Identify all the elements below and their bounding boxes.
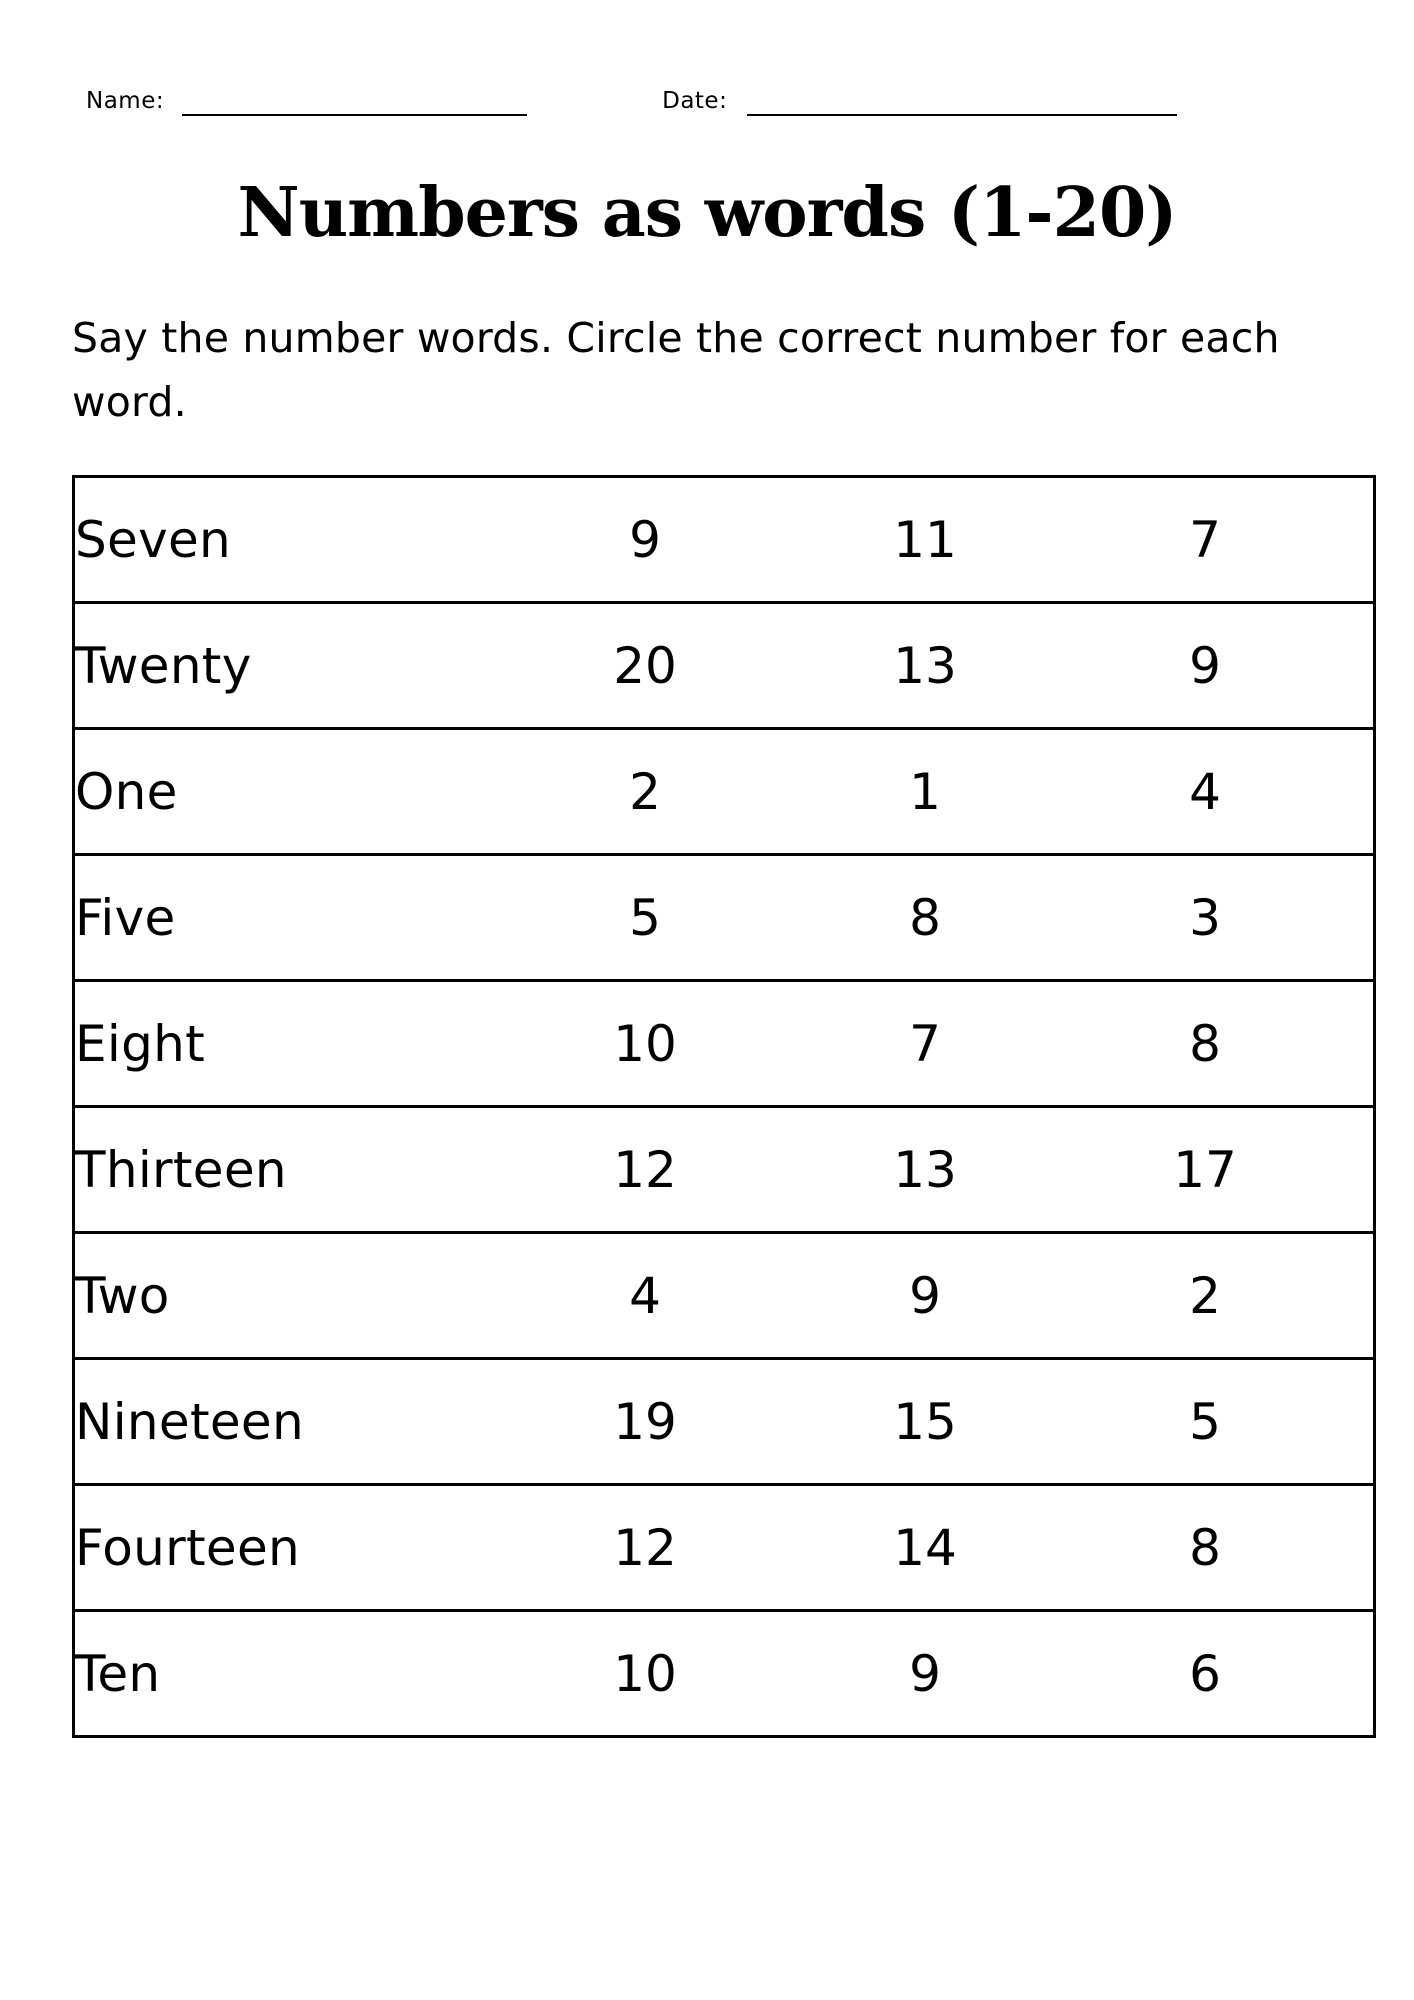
option-cell[interactable]: 5 — [505, 855, 785, 981]
word-cell: Thirteen — [74, 1107, 506, 1233]
word-cell: Eight — [74, 981, 506, 1107]
option-cell[interactable]: 6 — [1189, 1644, 1221, 1703]
option-cell[interactable]: 2 — [505, 729, 785, 855]
instructions-text: Say the number words. Circle the correct number for each word. — [72, 314, 1280, 426]
table-body — [74, 477, 1375, 1737]
option-cell[interactable]: 8 — [1065, 1485, 1375, 1611]
date-label: Date: — [662, 88, 728, 114]
page-title: Numbers as words (1-20) — [237, 173, 1177, 253]
word-cell: Five — [74, 855, 506, 981]
table-row — [74, 1107, 1375, 1233]
table-row — [74, 1359, 1375, 1485]
name-label: Name: — [86, 88, 165, 114]
option-cell[interactable]: 4 — [1065, 729, 1375, 855]
option-cell[interactable]: 5 — [1065, 1359, 1375, 1485]
option-cell[interactable]: 9 — [909, 1644, 941, 1703]
option-cell[interactable]: 7 — [1065, 477, 1375, 603]
option-cell[interactable]: 3 — [1065, 855, 1375, 981]
option-cell[interactable]: 7 — [785, 981, 1065, 1107]
table-row — [74, 603, 1375, 729]
word-cell: Nineteen — [74, 1359, 506, 1485]
table-row — [74, 1233, 1375, 1359]
option-cell[interactable]: 2 — [1065, 1233, 1375, 1359]
option-cell[interactable]: 13 — [785, 603, 1065, 729]
name-input-line[interactable] — [182, 88, 527, 116]
word-cell: Seven — [74, 477, 506, 603]
option-cell[interactable]: 20 — [505, 603, 785, 729]
option-cell[interactable]: 14 — [785, 1485, 1065, 1611]
word-cell: Twenty — [74, 603, 506, 729]
option-cell[interactable]: 8 — [785, 855, 1065, 981]
option-cell[interactable]: 4 — [505, 1233, 785, 1359]
option-cell[interactable]: 1 — [785, 729, 1065, 855]
word-cell: Two — [74, 1233, 506, 1359]
option-cell[interactable]: 10 — [613, 1644, 677, 1703]
table-row — [74, 1485, 1375, 1611]
option-cell[interactable]: 12 — [505, 1485, 785, 1611]
worksheet-header — [72, 88, 1342, 116]
word-cell: Ten — [75, 1644, 161, 1703]
table-row — [74, 729, 1375, 855]
option-cell[interactable]: 11 — [785, 477, 1065, 603]
table-row — [74, 1611, 1375, 1737]
option-cell[interactable]: 12 — [505, 1107, 785, 1233]
date-input-line[interactable] — [747, 88, 1177, 116]
option-cell[interactable]: 13 — [785, 1107, 1065, 1233]
option-cell[interactable]: 9 — [1065, 603, 1375, 729]
word-cell: Fourteen — [74, 1485, 506, 1611]
option-cell[interactable]: 10 — [505, 981, 785, 1107]
option-cell[interactable]: 9 — [785, 1233, 1065, 1359]
word-cell: One — [74, 729, 506, 855]
option-cell[interactable]: 19 — [505, 1359, 785, 1485]
table-row — [74, 981, 1375, 1107]
table-row — [74, 477, 1375, 603]
date-field[interactable] — [662, 88, 1177, 116]
name-field[interactable] — [86, 88, 527, 116]
option-cell[interactable]: 15 — [785, 1359, 1065, 1485]
option-cell[interactable]: 8 — [1065, 981, 1375, 1107]
option-cell[interactable]: 9 — [505, 477, 785, 603]
table-row — [74, 855, 1375, 981]
option-cell[interactable]: 17 — [1065, 1107, 1375, 1233]
number-words-table — [72, 475, 1376, 1738]
